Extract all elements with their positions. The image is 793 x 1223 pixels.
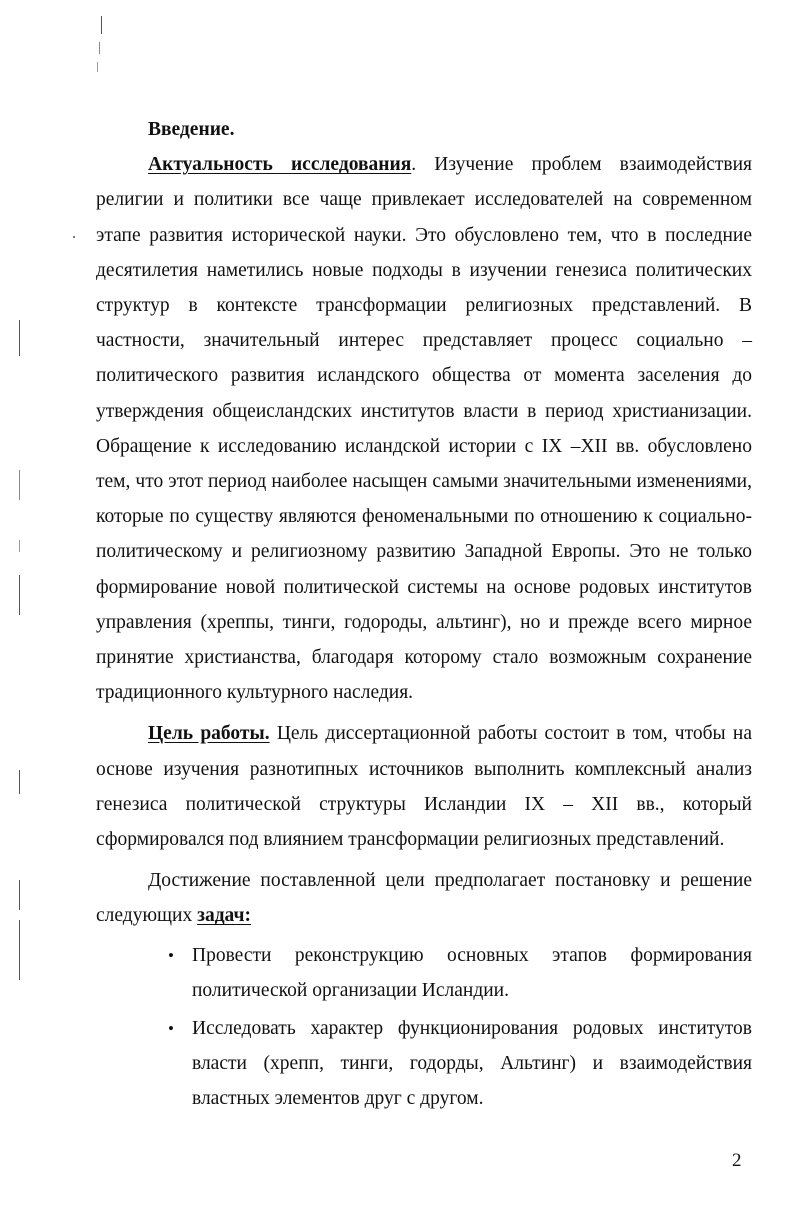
section-heading: Введение. [148, 119, 235, 140]
goal-text: Цель диссертационной работы состоит в том, чтобы на основе изучения разнотипных источников выполнить комплексный анализ генезиса политической структуры Исландии IX – XII вв., который сформировался под влиянием трансформации религиозных представлений. [96, 723, 752, 851]
task-text: Исследовать характер функционирования родовых институтов власти (хрепп, тинги, годорды, Альтинг) и взаимодействия властных элементов друг с другом. [192, 1018, 752, 1110]
goal-paragraph [96, 716, 752, 857]
scan-mark [101, 16, 102, 34]
scan-mark [19, 880, 20, 910]
bullet-icon: • [168, 945, 174, 965]
relevance-paragraph [96, 147, 752, 710]
scan-mark [19, 770, 20, 794]
scan-mark [19, 575, 20, 615]
scan-mark [99, 42, 100, 54]
list-item [168, 1011, 752, 1117]
scan-mark [19, 320, 20, 356]
goal-lead: Цель работы. [148, 723, 270, 745]
relevance-lead: Актуальность исследования [148, 154, 412, 176]
scan-mark [73, 236, 75, 238]
scan-mark [97, 62, 98, 72]
task-list [96, 938, 752, 1117]
task-text: Провести реконструкцию основных этапов формирования политической организации Исландии. [192, 944, 752, 1001]
scan-mark [19, 540, 20, 552]
tasks-word: задач: [197, 905, 252, 927]
achievement-paragraph [96, 863, 752, 933]
page-number: 2 [732, 1150, 742, 1171]
scan-mark [19, 920, 20, 980]
relevance-text: . Изучение проблем взаимодействия религии и политики все чаще привлекает исследователей на современном этапе развития исторической науки. Это обусловлено тем, что в последние десятилетия наметились новые подходы в изучении генезиса политических структур в контексте трансформации религиозных представлений. В частности, значительный интерес представляет процесс социально – политического развития исландского общества от момента заселения до утверждения общеисландских институтов власти в период христианизации. Обращение к исследованию исландской истории с IX –XII вв. обусловлено тем, что этот период наиболее насыщен самыми значительными изменениями, которые по существу являются феноменальными по отношению к социально-политическому и религиозному развитию Западной Европы. Это не только формирование новой политической системы на основе родовых институтов управления (хреппы, тинги, годороды, альтинг), но и прежде всего мирное принятие христианства, благодаря которому стало возможным сохранение традиционного культурного наследия. [96, 154, 752, 704]
document-body [96, 112, 752, 1117]
achievement-text: Достижение поставленной цели предполагает постановку и решение следующих [96, 870, 752, 927]
bullet-icon: • [168, 1019, 174, 1039]
list-item [168, 938, 752, 1008]
scan-mark [19, 470, 20, 500]
